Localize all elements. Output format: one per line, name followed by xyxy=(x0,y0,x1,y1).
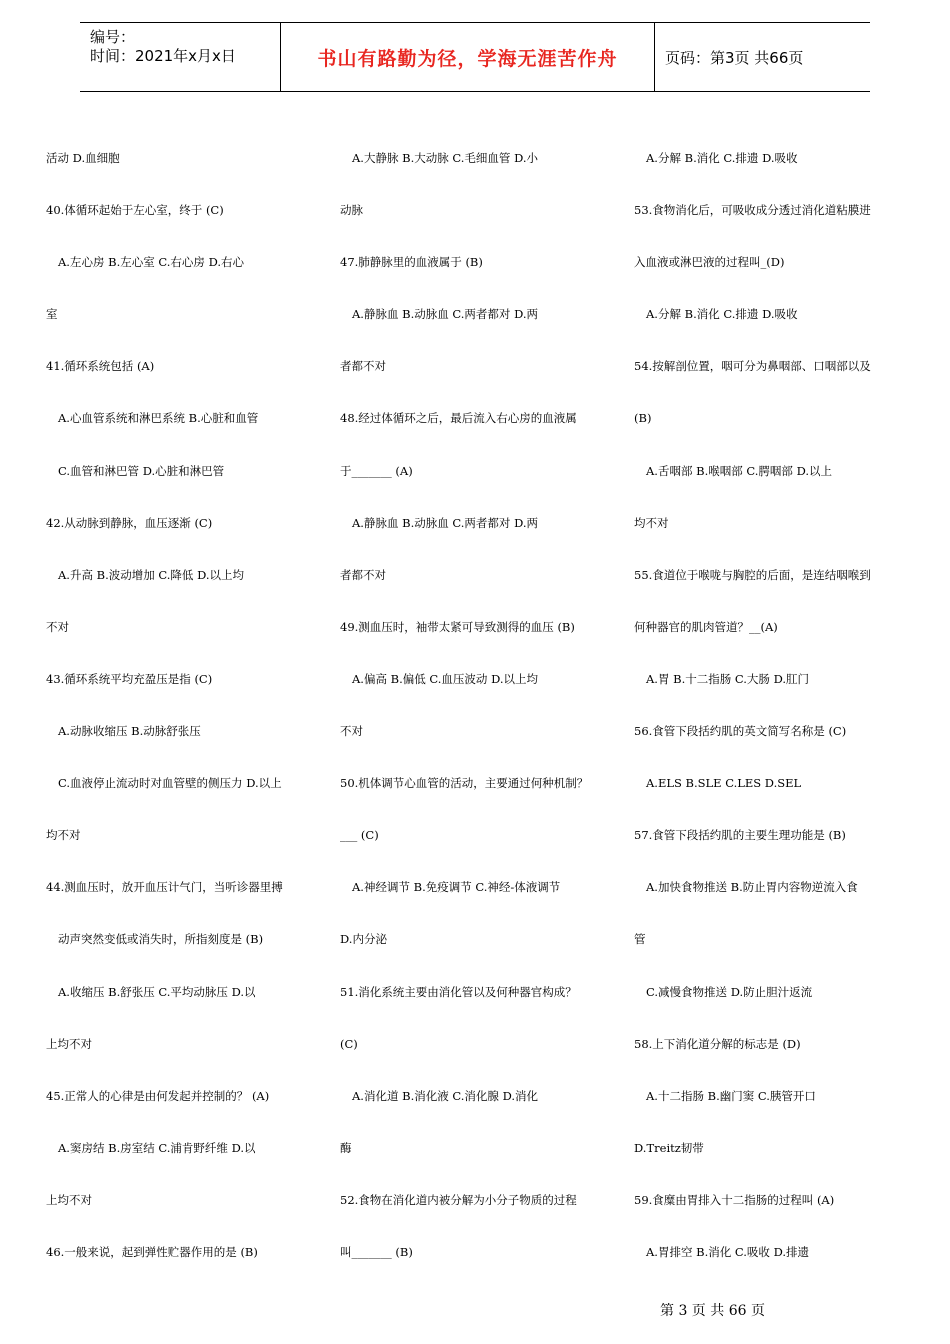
text-line: 50.机体调节心血管的活动，主要通过何种机制？ xyxy=(340,776,589,791)
text-line: A.左心房 B.左心室 C.右心房 D.右心 xyxy=(58,255,245,270)
text-line: 45.正常人的心律是由何发起并控制的？ (A) xyxy=(46,1088,270,1103)
text-line: 叫_______ (B) xyxy=(340,1244,413,1259)
page-footer: 第 3 页 共 66 页 xyxy=(660,1303,765,1319)
text-line: 58.上下消化道分解的标志是 (D) xyxy=(634,1036,801,1051)
text-line: 上均不对 xyxy=(46,1036,92,1051)
text-line: 于_______ (A) xyxy=(340,463,413,478)
text-line: A.升高 B.波动增加 C.降低 D.以上均 xyxy=(58,567,245,582)
motto-title: 书山有路勤为径，学海无涯苦作舟 xyxy=(317,47,618,70)
text-line: A.窦房结 B.房室结 C.浦肯野纤维 D.以 xyxy=(58,1140,256,1155)
text-line: D.Treitz韧带 xyxy=(634,1140,704,1155)
text-line: 52.食物在消化道内被分解为小分子物质的过程 xyxy=(340,1192,577,1207)
text-line: 上均不对 xyxy=(46,1192,92,1207)
header-motto-cell xyxy=(281,23,655,91)
column-1 xyxy=(46,132,322,1278)
text-line: C.血液停止流动时对血管壁的侧压力 D.以上 xyxy=(58,776,282,791)
text-line: 56.食管下段括约肌的英文简写名称是 (C) xyxy=(634,724,847,739)
text-line: A.心血管系统和淋巴系统 B.心脏和血管 xyxy=(58,411,259,426)
text-line: 41.循环系统包括 (A) xyxy=(46,359,155,374)
text-line: 57.食管下段括约肌的主要生理功能是 (B) xyxy=(634,828,846,843)
column-3 xyxy=(634,132,906,1278)
text-line: 42.从动脉到静脉，血压逐渐 (C) xyxy=(46,515,213,530)
text-line: 54.按解剖位置，咽可分为鼻咽部、口咽部以及 xyxy=(634,359,871,374)
text-line: 不对 xyxy=(340,724,363,739)
text-line: (B) xyxy=(634,411,652,426)
page-header xyxy=(80,22,870,92)
text-line: A.加快食物推送 B.防止胃内容物逆流入食 xyxy=(646,880,858,895)
text-line: A.胃 B.十二指肠 C.大肠 D.肛门 xyxy=(646,671,810,686)
text-line: 51.消化系统主要由消化管以及何种器官构成？ xyxy=(340,984,577,999)
text-line: A.消化道 B.消化液 C.消化腺 D.消化 xyxy=(352,1088,539,1103)
text-line: 入血液或淋巴液的过程叫_(D) xyxy=(634,255,785,270)
text-line: 均不对 xyxy=(634,515,669,530)
text-line: 55.食道位于喉咙与胸腔的后面，是连结咽喉到 xyxy=(634,567,871,582)
text-line: A.分解 B.消化 C.排遗 D.吸收 xyxy=(646,151,798,165)
text-line: 40.体循环起始于左心室，终于 (C) xyxy=(46,203,224,218)
text-line: A.ELS B.SLE C.LES D.SEL xyxy=(646,776,802,791)
text-line: 43.循环系统平均充盈压是指 (C) xyxy=(46,671,213,686)
number-label: 编号： xyxy=(90,28,136,46)
text-line: A.偏高 B.偏低 C.血压波动 D.以上均 xyxy=(352,671,539,686)
text-line: 49.测血压时，袖带太紧可导致测得的血压 (B) xyxy=(340,619,575,634)
text-line: 者都不对 xyxy=(340,359,386,374)
text-line: 59.食糜由胃排入十二指肠的过程叫 (A) xyxy=(634,1192,835,1207)
text-line: A.动脉收缩压 B.动脉舒张压 xyxy=(58,724,201,739)
time-label: 时间：2021年x月x日 xyxy=(90,47,236,65)
text-line: 动脉 xyxy=(340,203,363,218)
text-line: A.静脉血 B.动脉血 C.两者都对 D.两 xyxy=(352,307,539,322)
text-line: 不对 xyxy=(46,619,69,634)
text-line: 何种器官的肌肉管道？__(A) xyxy=(634,619,778,634)
text-line: 47.肺静脉里的血液属于 (B) xyxy=(340,255,483,270)
text-line: 动声突然变低或消失时，所指刻度是 (B) xyxy=(58,932,264,947)
text-line: A.十二指肠 B.幽门窦 C.胰管开口 xyxy=(646,1088,816,1103)
text-line: 室 xyxy=(46,307,58,322)
column-2 xyxy=(340,132,618,1278)
text-line: (C) xyxy=(340,1036,358,1051)
text-line: 活动 D.血细胞 xyxy=(46,151,120,165)
text-line: A.静脉血 B.动脉血 C.两者都对 D.两 xyxy=(352,515,539,530)
text-line: ___ (C) xyxy=(340,828,379,843)
header-meta-cell xyxy=(80,23,281,91)
text-line: 管 xyxy=(634,932,646,947)
text-line: A.收缩压 B.舒张压 C.平均动脉压 D.以 xyxy=(58,984,256,999)
text-line: A.神经调节 B.免疫调节 C.神经-体液调节 xyxy=(352,880,561,895)
text-line: 酶 xyxy=(340,1140,352,1155)
header-page-cell xyxy=(655,23,870,91)
text-line: 均不对 xyxy=(46,828,81,843)
text-line: 53.食物消化后，可吸收成分透过消化道粘膜进 xyxy=(634,203,871,218)
text-line: A.舌咽部 B.喉咽部 C.腭咽部 D.以上 xyxy=(646,463,833,478)
text-line: 44.测血压时，放开血压计气门，当听诊器里搏 xyxy=(46,880,283,895)
text-line: A.分解 B.消化 C.排遗 D.吸收 xyxy=(646,307,798,322)
text-line: 48.经过体循环之后，最后流入右心房的血液属 xyxy=(340,411,577,426)
text-line: C.血管和淋巴管 D.心脏和淋巴管 xyxy=(58,463,225,478)
text-line: 46.一般来说，起到弹性贮器作用的是 (B) xyxy=(46,1244,258,1259)
text-line: C.减慢食物推送 D.防止胆汁返流 xyxy=(646,984,813,999)
text-line: A.胃排空 B.消化 C.吸收 D.排遗 xyxy=(646,1244,810,1259)
text-line: A.大静脉 B.大动脉 C.毛细血管 D.小 xyxy=(352,151,539,165)
header-page-info: 页码：第3页 共66页 xyxy=(665,48,804,67)
text-line: 者都不对 xyxy=(340,567,386,582)
text-line: D.内分泌 xyxy=(340,932,387,947)
